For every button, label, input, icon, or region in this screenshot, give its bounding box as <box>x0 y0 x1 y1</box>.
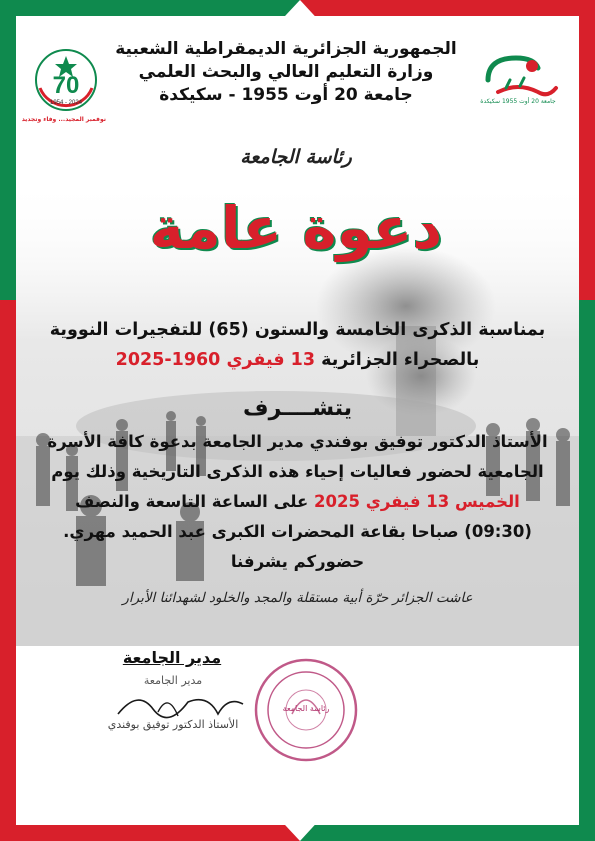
official-seal <box>252 656 360 764</box>
signature-stamp-title: مدير الجامعة <box>143 674 203 687</box>
header-ministry: وزارة التعليم العالي والبحث العلمي <box>138 62 434 82</box>
occasion-line-1: بمناسبة الذكرى الخامسة والستون (65) للتفجيرات النووية <box>49 320 546 340</box>
university-emblem-icon <box>468 52 568 102</box>
occasion-line-2-prefix: بالصحراء الجزائرية <box>315 350 480 370</box>
honored-heading: يتشــــرف <box>243 396 352 421</box>
signature-name: الأستاذ الدكتور توفيق بوفندي <box>107 718 239 731</box>
event-time-text: على الساعة التاسعة والنصف <box>75 492 315 511</box>
signature-stamp <box>98 674 258 734</box>
university-logo <box>468 52 568 112</box>
invitation-line-1: الأستاذ الدكتور توفيق بوفندي مدير الجامعة بدعوة كافة الأسرة <box>47 432 548 451</box>
signature-title: مدير الجامعة <box>122 648 222 667</box>
anniversary-logo <box>21 48 106 128</box>
header-republic: الجمهورية الجزائرية الديمقراطية الشعبية <box>115 39 457 59</box>
occasion-line-2 <box>16 350 579 370</box>
header-university: جامعة 20 أوت 1955 - سكيكدة <box>159 85 413 105</box>
anniversary-slogan: نوفمبر المجيد... وفاء وتجديد <box>21 116 106 123</box>
main-title <box>116 194 476 274</box>
invitation-line-4: (09:30) صباحا بقاعة المحضرات الكبرى عبد الحميد مهري. <box>63 522 532 541</box>
main-title-text: دعوة عامة <box>149 194 443 262</box>
anniversary-number: 70 <box>52 72 80 99</box>
occasion-date: 13 فيفري 1960-2025 <box>115 350 316 370</box>
invitation-card <box>16 16 579 825</box>
anniversary-years: 1954 - 2024 <box>49 100 83 106</box>
invitation-line-3 <box>16 492 579 511</box>
invitation-line-5: حضوركم يشرفنا <box>230 552 365 571</box>
presidency-label: رئاسة الجامعة <box>240 146 352 168</box>
seal-center-text: رئاسة الجامعة <box>282 704 330 713</box>
closing-slogan: عاشت الجزائر حرّة أبية مستقلة والمجد والخلود لشهدائنا الأبرار <box>122 590 473 606</box>
invitation-line-2: الجامعية لحضور فعاليات إحياء هذه الذكرى التاريخية وذلك يوم <box>51 462 544 481</box>
event-date: الخميس 13 فيفري 2025 <box>314 492 520 511</box>
university-logo-caption: جامعة 20 أوت 1955 سكيكدة <box>480 98 556 105</box>
